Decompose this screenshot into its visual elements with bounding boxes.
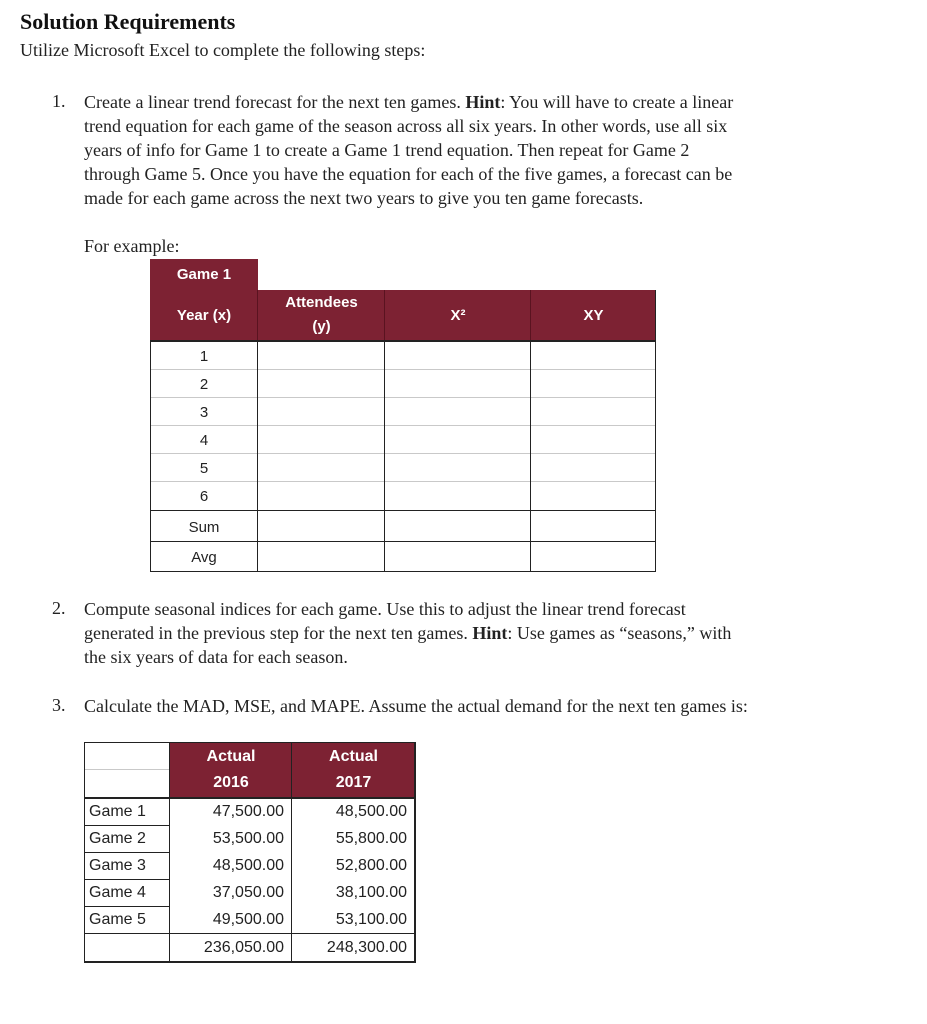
step-2-line-3: the six years of data for each season. <box>84 647 348 667</box>
step-2-number: 2. <box>52 598 66 618</box>
game-row-2017-value: 38,100.00 <box>335 884 407 901</box>
game-row-label: Game 2 <box>89 830 146 847</box>
game-row-2016-value: 37,050.00 <box>212 884 284 901</box>
year-header: Year (x) <box>176 306 232 324</box>
game-row-label: Game 3 <box>89 857 146 874</box>
step-1-line-3: years of info for Game 1 to create a Game 1 trend equation. Then repeat for Game 2 <box>84 140 690 160</box>
page-title: Solution Requirements <box>20 9 236 34</box>
step-2-text <box>84 597 914 669</box>
step-1-line-1: Create a linear trend forecast for the next ten games. <box>84 92 466 112</box>
game-row-2016-value: 48,500.00 <box>212 857 284 874</box>
step-1-line-4: through Game 5. Once you have the equation for each of the five games, a forecast can be <box>84 164 733 184</box>
actual-2017-header-line-2: 2017 <box>335 774 372 791</box>
step-2-line-2b: : Use games as “seasons,” with <box>507 623 732 643</box>
step-3-number: 3. <box>52 695 66 715</box>
game-row-2017-value: 52,800.00 <box>335 857 407 874</box>
step-1-number: 1. <box>52 91 66 111</box>
attendees-header-line-1: Attendees <box>285 294 358 311</box>
game-1-label: Game 1 <box>150 259 258 290</box>
game-row-label: Game 5 <box>89 911 146 928</box>
step-2-line-1: Compute seasonal indices for each game. Use this to adjust the linear trend forecast <box>84 599 686 619</box>
step-2-hint-label: Hint <box>472 623 508 643</box>
year-cell-5: 5 <box>199 459 209 477</box>
avg-label: Avg <box>191 548 217 566</box>
step-1-line-2: trend equation for each game of the season across all six years. In other words, use all six <box>84 116 728 136</box>
step-1-text <box>84 90 914 210</box>
step-2-line-2a: generated in the previous step for the next ten games. <box>84 623 473 643</box>
game-row-label: Game 4 <box>89 884 146 901</box>
year-cell-3: 3 <box>199 403 209 421</box>
actual-2017-header-line-1: Actual <box>329 748 378 765</box>
game-row-2017-value: 53,100.00 <box>335 911 407 928</box>
actual-2016-header-line-1: Actual <box>206 748 256 765</box>
game-row-2017-value: 55,800.00 <box>335 830 407 847</box>
game-row-2016-value: 49,500.00 <box>212 911 284 928</box>
game-row-2016-value: 47,500.00 <box>212 803 284 820</box>
x-squared-header: X² <box>450 306 466 324</box>
attendees-header-line-2: (y) <box>312 318 331 335</box>
total-2017-value: 248,300.00 <box>326 938 407 956</box>
attendees-header <box>258 290 385 340</box>
year-cell-2: 2 <box>199 375 209 393</box>
total-2016-value: 236,050.00 <box>203 938 284 956</box>
game-row-2017-value: 48,500.00 <box>335 803 407 820</box>
year-cell-1: 1 <box>199 347 209 365</box>
year-cell-4: 4 <box>199 431 209 449</box>
sum-label: Sum <box>188 518 220 536</box>
year-cell-6: 6 <box>199 487 209 505</box>
game-row-label: Game 1 <box>89 803 146 820</box>
actual-2016-header-line-2: 2016 <box>213 774 249 791</box>
actual-2016-header <box>170 743 292 797</box>
xy-header: XY <box>583 306 604 324</box>
step-3-text: Calculate the MAD, MSE, and MAPE. Assume the actual demand for the next ten games is: <box>84 696 748 716</box>
game-row-2016-value: 53,500.00 <box>212 830 284 847</box>
step-1-hint-text: : You will have to create a linear <box>500 92 734 112</box>
actual-2017-header <box>292 743 415 797</box>
step-1-line-5: made for each game across the next two years to give you ten game forecasts. <box>84 188 644 208</box>
page-subtitle: Utilize Microsoft Excel to complete the following steps: <box>20 40 426 60</box>
step-1-hint-label: Hint <box>465 92 501 112</box>
example-label: For example: <box>84 236 180 256</box>
